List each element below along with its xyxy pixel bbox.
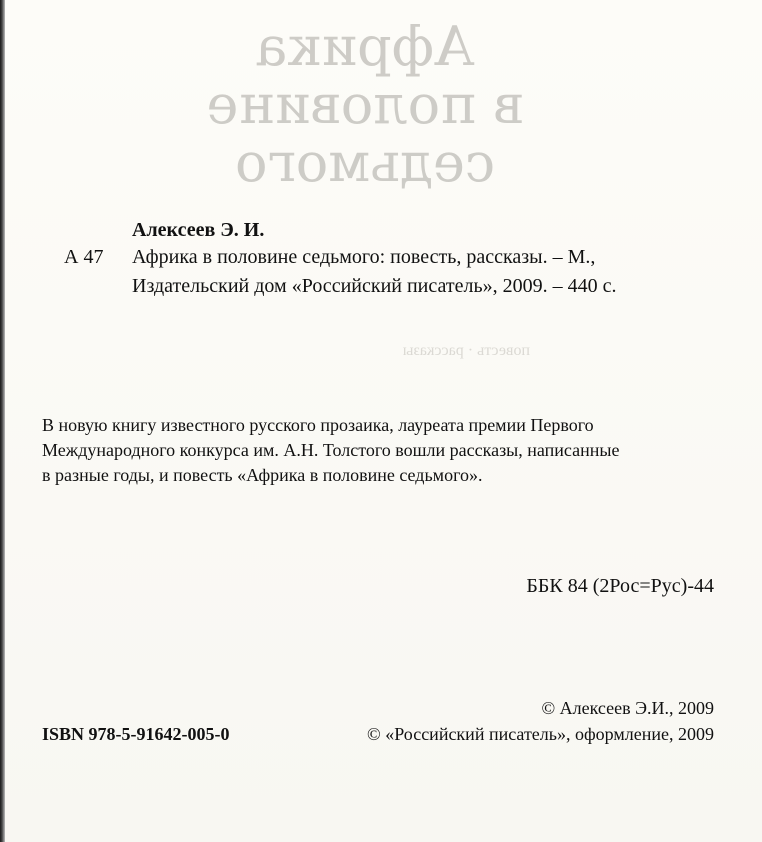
- bleed-through-subtitle: повесть · рассказы: [402, 342, 530, 359]
- bleed-through-title-line: седьмого: [234, 131, 496, 194]
- annotation-paragraph: [42, 413, 732, 488]
- annotation-line: в разные годы, и повесть «Африка в половине седьмого».: [42, 465, 483, 485]
- annotation-line: В новую книгу известного русского прозаика, лауреата премии Первого: [42, 415, 594, 435]
- catalog-code: А 47: [64, 246, 104, 268]
- bleed-through-title: [200, 15, 530, 194]
- bleed-through-title-line: в половине: [206, 73, 524, 136]
- copyright-publisher: © «Российский писатель», оформление, 2009: [367, 724, 714, 744]
- bibliographic-line: Издательский дом «Российский писатель», 2009. – 440 с.: [132, 275, 617, 297]
- scan-edge-shadow: [0, 0, 5, 842]
- copyright-author: © Алексеев Э.И., 2009: [541, 698, 714, 718]
- bibliographic-line: Африка в половине седьмого: повесть, рассказы. – М.,: [132, 246, 596, 268]
- bbk-classification: ББК 84 (2Рос=Рус)-44: [526, 575, 714, 597]
- isbn-number: ISBN 978-5-91642-005-0: [42, 724, 230, 744]
- bleed-through-title-line: Африка: [255, 15, 475, 78]
- author-heading: Алексеев Э. И.: [132, 219, 265, 241]
- annotation-line: Международного конкурса им. А.Н. Толстого вошли рассказы, написанные: [42, 440, 620, 460]
